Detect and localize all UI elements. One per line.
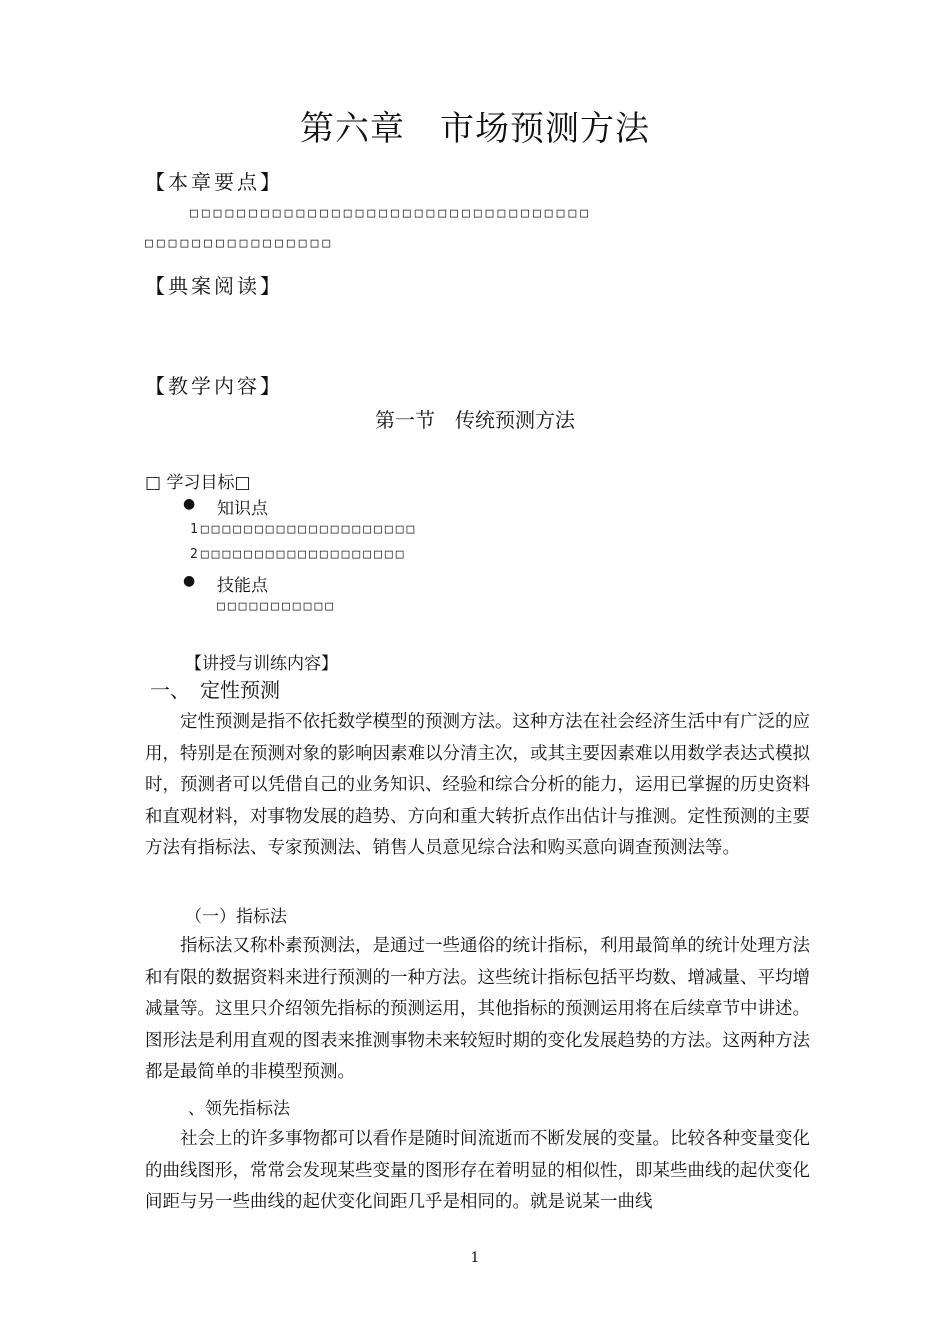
key-points-line-1: □□□□□□□□□□□□□□□□□□□□□□□□□□□□□□□□□□ — [190, 206, 593, 221]
leading-indicator-heading: 、领先指标法 — [188, 1099, 290, 1119]
key-points-heading: 【本章要点】 — [145, 170, 283, 194]
learning-goals-heading: □ 学习目标□ — [145, 473, 251, 493]
paragraph-1 — [145, 707, 810, 865]
paragraph-3 — [145, 1124, 810, 1219]
sub-heading-indicator-method: （一）指标法 — [185, 907, 287, 927]
teaching-content-heading: 【教学内容】 — [145, 374, 283, 398]
skill-item: □□□□□□□□□□□ — [217, 599, 337, 614]
bullet-icon: ● — [183, 573, 196, 589]
paragraph-2-text: 指标法又称朴素预测法，是通过一些通俗的统计指标，利用最简单的统计处理方法和有限的数据资料来进行预测的一种方法。这些统计指标包括平均数、增减量、平均增减量等。这里只介绍领先指标的预测运用，其他指标的预测运用将在后续章节中讲述。图形法是利用直观的图表来推测事物未来较短时期的变化发展趋势的方法。这两种方法都是最简单的非模型预测。 — [145, 936, 810, 1082]
knowledge-item-1: 1□□□□□□□□□□□□□□□□□□□□ — [190, 522, 418, 537]
paragraph-2 — [145, 931, 810, 1089]
lecture-heading: 【讲授与训练内容】 — [185, 654, 338, 674]
bullet-icon: ● — [183, 496, 196, 512]
knowledge-points-label: 知识点 — [217, 499, 268, 519]
paragraph-3-text: 社会上的许多事物都可以看作是随时间流逝而不断发展的变量。比较各种变量变化的曲线图形，常常会发现某些变量的图形存在着明显的相似性，即某些曲线的起伏变化间距与另一些曲线的起伏变化间距几乎是相同的。就是说某一曲线 — [145, 1129, 810, 1212]
case-reading-heading: 【典案阅读】 — [145, 274, 283, 298]
section-title: 第一节 传统预测方法 — [375, 408, 575, 432]
key-points-line-2: □□□□□□□□□□□□□□□□ — [145, 236, 335, 251]
knowledge-item-2: 2□□□□□□□□□□□□□□□□□□□ — [190, 547, 407, 562]
paragraph-1-text: 定性预测是指不依托数学模型的预测方法。这种方法在社会经济生活中有广泛的应用，特别是在预测对象的影响因素难以分清主次，或其主要因素难以用数学表达式模拟时，预测者可以凭借自己的业务知识、经验和综合分析的能力，运用已掌握的历史资料和直观材料，对事物发展的趋势、方向和重大转折点作出估计与推测。定性预测的主要方法有指标法、专家预测法、销售人员意见综合法和购买意向调查预测法等。 — [145, 712, 810, 858]
skill-points-label: 技能点 — [217, 576, 268, 596]
page-number: 1 — [470, 1250, 480, 1266]
part-one-heading: 一、 定性预测 — [150, 678, 280, 702]
chapter-title: 第六章 市场预测方法 — [300, 109, 650, 149]
